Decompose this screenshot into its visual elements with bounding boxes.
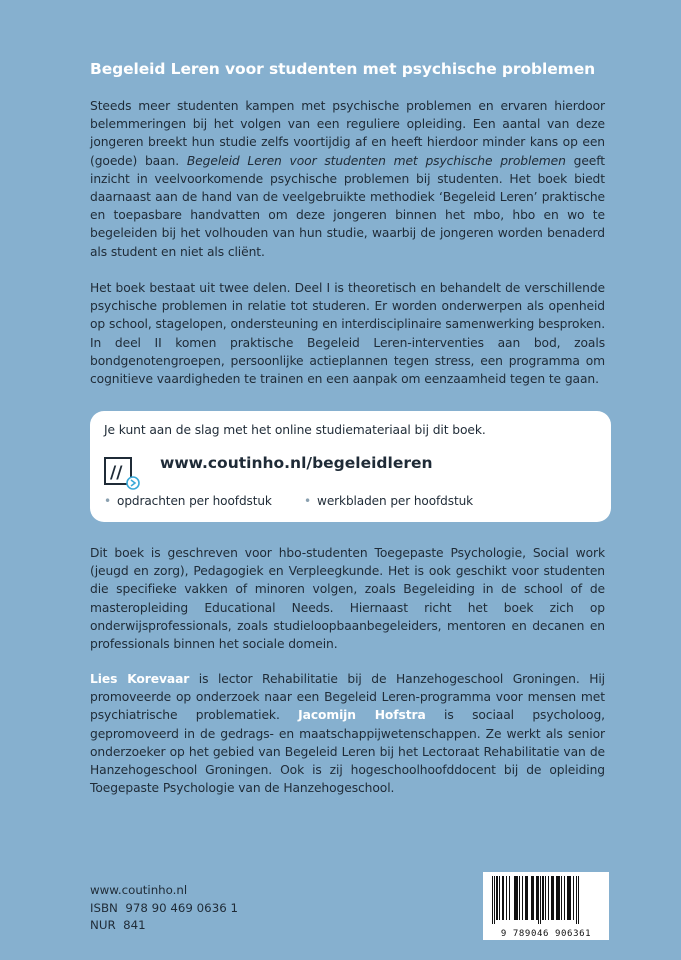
bullet-item: • opdrachten per hoofdstuk: [104, 494, 272, 508]
author-name: Jacomijn Hofstra: [298, 708, 426, 723]
authors-paragraph: Lies Korevaar is lector Rehabilitatie bij de Hanzehogeschool Groningen. Hij promoveerde op onderzoek naar een Begeleid Leren-programma voor mensen met psychiatrische problematiek. Jacomijn Hofstra is sociaal psycholoog, gepromoveerd in de gedrags- en maatschappijwetenschappen. Ze werkt als senior onderzoeker op het gebied van Begeleid Leren bij het Lectoraat Rehabilitatie van de Hanzehogeschool Groningen. Ook is zij hogeschoolhoofddocent bij de opleiding Toegepaste Psychologie van de Hanzehogeschool.: [90, 672, 605, 796]
barcode-bars-icon: [483, 872, 609, 928]
barcode: [483, 872, 609, 940]
online-material-intro: Je kunt aan de slag met het online studiemateriaal bij dit boek.: [104, 423, 486, 437]
audience-paragraph: Dit boek is geschreven voor hbo-studenten Toegepaste Psychologie, Social work (jeugd en zorg), Pedagogiek en Verpleegkunde. Het is ook geschikt voor studenten die specifieke vakken of minoren volgen, zoals Begeleiding in de school of de masteropleiding Educational Needs. Hiernaast richt het boek zich op onderwijsprofessionals, zoals studieloopbaanbegeleiders, mentoren en decanen en professionals binnen het sociale domein.: [90, 546, 605, 652]
imprint-block: [90, 882, 238, 935]
publisher-website: www.coutinho.nl: [90, 883, 188, 897]
online-material-box: [90, 411, 611, 522]
bullet-icon: •: [304, 494, 312, 508]
coutinho-online-logo-icon: [104, 455, 144, 491]
bullet-icon: •: [104, 494, 112, 508]
isbn: ISBN 978 90 469 0636 1: [90, 900, 238, 915]
logo-glyph: //: [110, 463, 123, 483]
barcode-number: 9 789046 906361: [500, 929, 592, 939]
bullet-item: • werkbladen per hoofdstuk: [304, 494, 474, 508]
structure-paragraph: Het boek bestaat uit twee delen. Deel I is theoretisch en behandelt de verschillende psychische problemen in relatie tot studeren. Er worden onderwerpen als openheid op school, stagelopen, ondersteuning en interdisciplinaire samenwerking besproken. In deel II komen praktische Begeleid Leren-interventies aan bod, zoals bondgenotengroepen, persoonlijke actieplannen tegen stress, een programma om cognitieve vaardigheden te trainen en een aanpak om eenzaamheid tegen te gaan.: [90, 281, 605, 387]
nur-code: NUR 841: [90, 918, 146, 932]
author-name: Lies Korevaar: [90, 672, 190, 686]
book-title-italic: Begeleid Leren voor studenten met psychische problemen: [186, 153, 566, 168]
intro-paragraph: Steeds meer studenten kampen met psychische problemen en ervaren hierdoor belemmeringen bij het volgen van een reguliere opleiding. Een aantal van deze jongeren breekt hun studie zelfs voortijdig af en heeft hierdoor minder kans op een (goede) baan. Begeleid Leren voor studenten met psychische problemen geeft inzicht in veelvoorkomende psychische problemen bij studenten. Het boek biedt daarnaast aan de hand van de veelgebruikte methodiek ‘Begeleid Leren’ praktische en toepasbare handvatten om deze jongeren binnen het mbo, hbo en wo te begeleiden bij het volhouden van hun studie, waarbij de jongeren worden benaderd als student en niet als cliënt.: [90, 99, 606, 259]
back-cover-title: Begeleid Leren voor studenten met psychische problemen: [90, 60, 596, 78]
online-material-url[interactable]: www.coutinho.nl/begeleidleren: [160, 454, 433, 472]
